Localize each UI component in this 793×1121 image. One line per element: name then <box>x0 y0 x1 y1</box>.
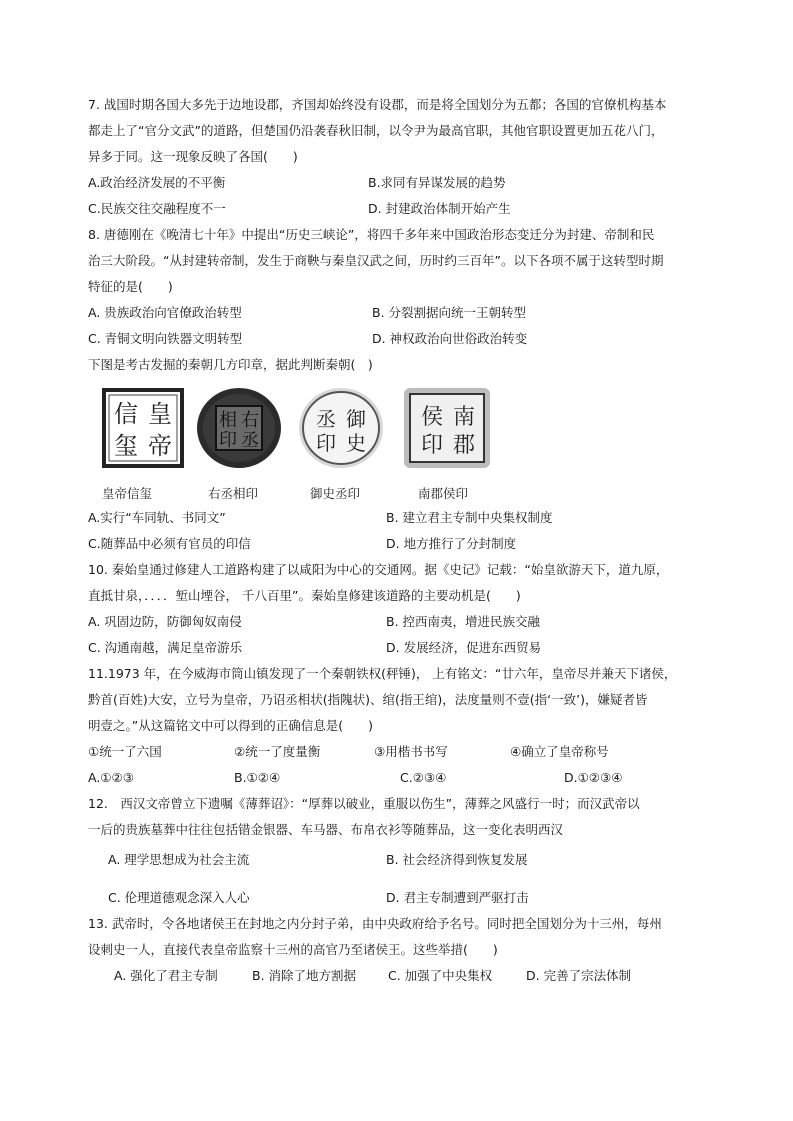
q12-stem-line2: 一后的贵族墓葬中往往包括错金银器、车马器、布帛衣衫等随葬品，这一变化表明西汉 <box>88 822 564 837</box>
seal-3-char-4: 印 <box>316 431 336 455</box>
q7-option-b: B.求同有异谋发展的趋势 <box>368 175 506 190</box>
seal-4-char-4: 印 <box>420 433 444 458</box>
seal-caption-3: 御史丞印 <box>310 486 361 501</box>
seal-2-char-4: 印 <box>219 430 237 451</box>
q13-stem-line1: 13. 武帝时，令各地诸侯王在封地之内分封子弟，由中央政府给予名号。同时把全国划分为十三州，每州 <box>88 916 662 931</box>
q9-option-c: C.随葬品中必须有官员的印信 <box>88 536 251 551</box>
seal-4-char-3: 侯 <box>420 405 444 430</box>
q11-option-b: B.①②④ <box>234 770 281 785</box>
q7-stem-line1: 7. 战国时期各国大多先于边地设郡，齐国却始终没有设郡，而是将全国划分为五都；各国的官僚机构基本 <box>88 97 667 112</box>
seal-3-char-1: 御 <box>346 407 366 431</box>
seal-2-char-2: 丞 <box>241 430 259 451</box>
q10-option-a: A. 巩固边防，防御匈奴南侵 <box>88 614 242 629</box>
q7-stem-line3: 异多于同。这一现象反映了各国( ) <box>88 149 298 164</box>
q7-option-c: C.民族交往交融程度不一 <box>88 201 226 216</box>
seal-2-char-3: 相 <box>219 410 237 431</box>
q10-option-b: B. 控西南夷，增进民族交融 <box>386 614 541 629</box>
q8-stem-line2: 治三大阶段。“从封建转帝制，发生于商鞅与秦皇汉武之间，历时约三百年”。以下各项不属于这转型时期 <box>88 253 664 268</box>
q10-option-c: C. 沟通南越，满足皇帝游乐 <box>88 640 243 655</box>
q13-option-d: D. 完善了宗法体制 <box>526 968 632 983</box>
q12-option-a: A. 理学思想成为社会主流 <box>108 852 250 867</box>
q7-stem-line2: 都走上了“官分文武”的道路，但楚国仍沿袭春秋旧制，以令尹为最高官职，其他官职设置更加五花八门， <box>88 123 664 138</box>
seal-1-char-4: 玺 <box>114 432 138 460</box>
q9-option-b: B. 建立君主专制中央集权制度 <box>386 510 553 525</box>
q11-statement-3: ③用楷书书写 <box>374 744 448 759</box>
seal-caption-2: 右丞相印 <box>208 486 259 501</box>
seal-1-char-3: 信 <box>114 400 138 428</box>
seal-4-char-1: 南 <box>452 405 476 430</box>
q13-option-a: A. 强化了君主专制 <box>114 968 218 983</box>
q11-option-d: D.①②③④ <box>564 770 623 785</box>
q8-stem-line1: 8. 唐德刚在《晚清七十年》中提出“历史三峡论”，将四千多年来中国政治形态变迁分为封建、帝制和民 <box>88 227 655 242</box>
q11-statement-2: ②统一了度量衡 <box>234 744 321 759</box>
seal-3-char-2: 史 <box>346 431 366 455</box>
q7-option-d: D. 封建政治体制开始产生 <box>368 201 511 216</box>
q10-stem-line1: 10. 秦始皇通过修建人工道路构建了以咸阳为中心的交通网。据《史记》记载：“始皇欲游天下，道九原， <box>88 562 669 577</box>
seal-2-char-1: 右 <box>241 410 259 431</box>
q13-option-c: C. 加强了中央集权 <box>388 968 493 983</box>
q11-statement-4: ④确立了皇帝称号 <box>510 744 609 759</box>
seal-1-char-1: 皇 <box>148 400 172 428</box>
q13-option-b: B. 消除了地方割据 <box>252 968 357 983</box>
q13-stem-line2: 设刺史一人，直接代表皇帝监察十三州的高官乃至诸侯王。这些举措( ) <box>88 942 498 957</box>
q12-stem-line1: 12. 西汉文帝曾立下遗嘱《薄葬诏》：“厚葬以破业，重服以伤生”，薄葬之风盛行一时；而汉武帝以 <box>88 796 640 811</box>
q11-option-a: A.①②③ <box>88 770 134 785</box>
q10-stem-line2: 直抵甘泉，．．．．堑山堙谷， 千八百里”。秦始皇修建该道路的主要动机是( ) <box>88 588 521 603</box>
seal-caption-4: 南郡侯印 <box>418 486 469 501</box>
q12-option-b: B. 社会经济得到恢复发展 <box>386 852 528 867</box>
q8-option-b: B. 分裂割据向统一王朝转型 <box>372 305 527 320</box>
seal-1-char-2: 帝 <box>148 432 172 460</box>
q11-statement-1: ①统一了六国 <box>88 744 162 759</box>
seal-4-char-2: 郡 <box>452 433 476 458</box>
seal-3-char-3: 丞 <box>316 407 336 431</box>
q8-option-a: A. 贵族政治向官僚政治转型 <box>88 305 242 320</box>
q7-option-a: A.政治经济发展的不平衡 <box>88 175 226 190</box>
q8-option-d: D. 神权政治向世俗政治转变 <box>372 331 528 346</box>
seal-figure <box>90 386 510 476</box>
q9-option-a: A.实行“车同轨、书同文” <box>88 510 226 525</box>
q12-option-c: C. 伦理道德观念深入人心 <box>108 890 250 905</box>
seal-caption-1: 皇帝信玺 <box>102 486 153 501</box>
q11-stem-line3: 明壹之。”从这篇铭文中可以得到的正确信息是( ) <box>88 718 373 733</box>
q11-stem-line1: 11.1973 年，在今威海市筒山镇发现了一个秦朝铁权(秤锤)， 上有铭文：“廿六年，皇帝尽并兼天下诸侯， <box>88 666 677 681</box>
seal-image-2 <box>194 386 284 470</box>
q8-option-c: C. 青铜文明向铁器文明转型 <box>88 331 243 346</box>
q9-stem: 下图是考古发掘的秦朝几方印章，据此判断秦朝( ) <box>88 357 373 372</box>
q12-option-d: D. 君主专制遭到严驱打击 <box>386 890 529 905</box>
seal-image-3 <box>296 386 386 470</box>
seal-image-1 <box>98 386 188 470</box>
q10-option-d: D. 发展经济，促进东西贸易 <box>386 640 542 655</box>
q9-option-d: D. 地方推行了分封制度 <box>386 536 517 551</box>
q8-stem-line3: 特征的是( ) <box>88 279 173 294</box>
q11-stem-line2: 黔首(百姓)大安，立号为皇帝，乃诏丞相状(指隗状)、绾(指王绾)，法度量则不壹(指‘一致’)，嫌疑者皆 <box>88 692 648 707</box>
q11-option-c: C.②③④ <box>400 770 447 785</box>
seal-image-4 <box>402 386 492 470</box>
